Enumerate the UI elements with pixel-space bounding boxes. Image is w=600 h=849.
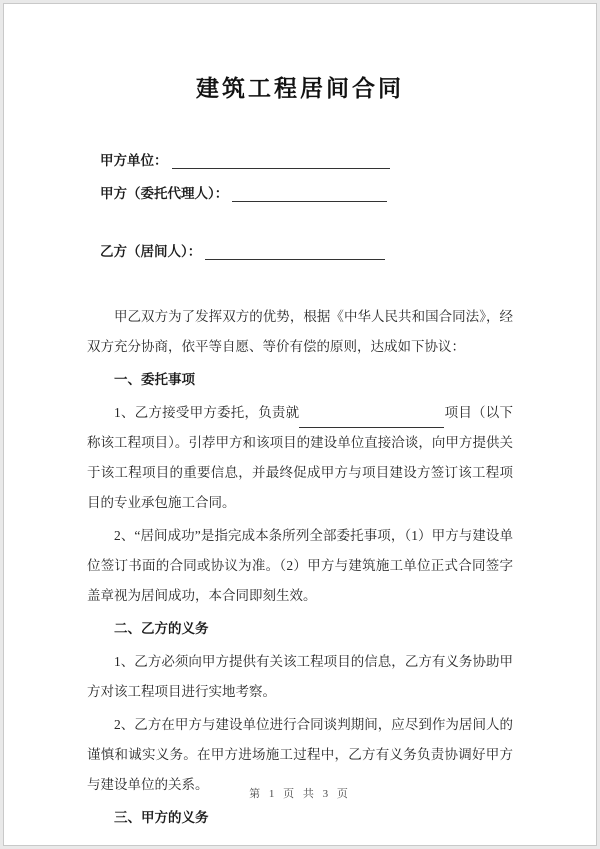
party-a-unit-label: 甲方单位： — [100, 153, 168, 168]
party-a-agent-field — [100, 182, 596, 202]
section-2-clause-2: 2、乙方在甲方与建设单位进行合同谈判期间，应尽到作为居间人的谨慎和诚实义务。在甲方进场施工过程中，乙方有义务负责协调好甲方与建设单位的关系。 — [87, 717, 513, 792]
section-1-clause-2: 2、“居间成功”是指完成本条所列全部委托事项，（1）甲方与建设单位签订书面的合同或协议为准。（2）甲方与建筑施工单位正式合同签字盖章视为居间成功，本合同即刻生效。 — [87, 528, 513, 603]
party-a-agent-label: 甲方（委托代理人）： — [100, 186, 229, 201]
section-2-heading: 二、乙方的义务 — [114, 621, 209, 636]
section-3-heading: 三、甲方的义务 — [114, 810, 209, 825]
party-b-field — [100, 240, 596, 260]
project-name-blank-line — [299, 413, 444, 428]
section-2-clause-1: 1、乙方必须向甲方提供有关该工程项目的信息，乙方有义务协助甲方对该工程项目进行实地考察。 — [87, 654, 513, 699]
clause-1-text-post: 项目（以下称该工程项目）。引荐甲方和该项目的建设单位直接洽谈，向甲方提供关于该工程项目的重要信息，并最终促成甲方与项目建设方签订该工程项目的专业承包施工合同。 — [87, 405, 514, 510]
party-a-agent-blank-line — [232, 186, 387, 202]
party-a-unit-blank-line — [172, 153, 390, 169]
page-number-footer: 第 1 页 共 3 页 — [249, 788, 351, 800]
party-b-label: 乙方（居间人）： — [100, 244, 202, 259]
party-b-blank-line — [205, 244, 385, 260]
party-a-unit-field — [100, 149, 596, 169]
document-page — [3, 3, 597, 846]
contract-body — [87, 302, 513, 833]
document-title: 建筑工程居间合同 — [196, 76, 404, 101]
section-1-heading: 一、委托事项 — [114, 372, 195, 387]
clause-1-text-pre: 1、乙方接受甲方委托，负责就 — [114, 405, 300, 420]
party-form — [100, 149, 596, 260]
section-1-clause-1 — [87, 398, 513, 518]
intro-paragraph: 甲乙双方为了发挥双方的优势，根据《中华人民共和国合同法》，经双方充分协商，依平等自愿、等价有偿的原则，达成如下协议： — [87, 309, 513, 354]
